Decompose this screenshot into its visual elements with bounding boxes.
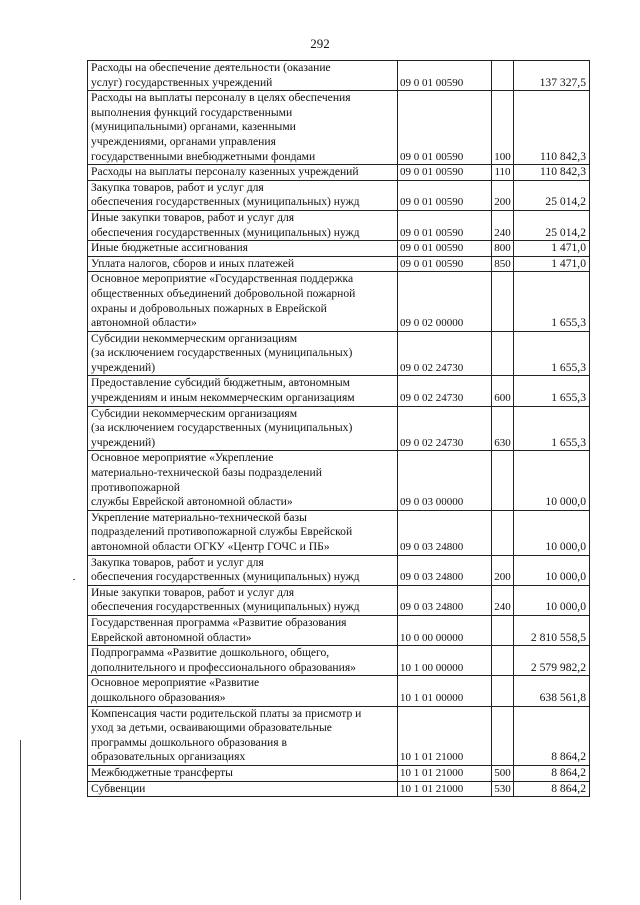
table-row [88, 781, 590, 797]
table-row [88, 61, 590, 91]
row-name-line: Основное мероприятие «Развитие [91, 676, 260, 690]
table-row [88, 451, 590, 510]
row-name-line: обеспечения государственных (муниципальных) нужд [91, 600, 360, 614]
table-row [88, 272, 590, 331]
row-sum: 1 655,3 [514, 376, 590, 406]
row-code: 10 1 01 21000 [398, 781, 492, 797]
row-name-line: Субсидии некоммерческим организациям [91, 331, 298, 345]
table-row [88, 510, 590, 555]
row-name-line: (за исключением государственных (муниципальных) [91, 346, 353, 360]
row-code: 09 0 02 24730 [398, 376, 492, 406]
row-name-line: Основное мероприятие «Укрепление [91, 451, 274, 465]
budget-table [87, 60, 590, 797]
row-sum: 2 810 558,5 [514, 615, 590, 645]
table-row [88, 765, 590, 781]
row-name [88, 765, 398, 781]
row-sum: 25 014,2 [514, 180, 590, 210]
row-name-line: Предоставление субсидий бюджетным, автономным [91, 376, 351, 390]
row-expense-type [492, 61, 514, 91]
row-code: 09 0 01 00590 [398, 165, 492, 181]
row-sum: 1 471,0 [514, 241, 590, 257]
row-name-line: (за исключением государственных (муниципальных) [91, 421, 353, 435]
row-code: 09 0 03 24800 [398, 555, 492, 585]
row-sum: 10 000,0 [514, 585, 590, 615]
row-expense-type [492, 451, 514, 510]
row-name-line: Уплата налогов, сборов и иных платежей [91, 256, 295, 270]
row-sum: 25 014,2 [514, 210, 590, 240]
row-code: 10 1 01 00000 [398, 676, 492, 706]
row-name-line: Государственная программа «Развитие образования [91, 615, 347, 629]
row-name-line: материально-технической базы подразделений противопожарной [91, 466, 322, 494]
table-row [88, 406, 590, 451]
row-sum: 110 842,3 [514, 165, 590, 181]
row-expense-type: 240 [492, 585, 514, 615]
row-sum: 8 864,2 [514, 706, 590, 765]
row-name-line: Закупка товаров, работ и услуг для [91, 555, 264, 569]
row-name-line: услуг) государственных учреждений [91, 75, 273, 89]
table-row [88, 165, 590, 181]
row-code: 09 0 03 24800 [398, 510, 492, 555]
row-code: 09 0 02 24730 [398, 331, 492, 376]
row-name [88, 376, 398, 406]
row-name-line: Расходы на выплаты персоналу в целях обеспечения [91, 91, 351, 105]
row-expense-type: 100 [492, 91, 514, 165]
row-name-line: Подпрограмма «Развитие дошкольного, общего, [91, 646, 330, 660]
row-name-line: (муниципальными) органами, казенными [91, 120, 296, 134]
row-name [88, 180, 398, 210]
row-name-line: Расходы на выплаты персоналу казенных учреждений [91, 165, 359, 179]
row-name-line: автономной области» [91, 316, 197, 330]
row-name [88, 646, 398, 676]
row-name-line: общественных объединений добровольной пожарной [91, 286, 356, 300]
row-code: 10 1 01 21000 [398, 765, 492, 781]
row-sum: 638 561,8 [514, 676, 590, 706]
row-name-line: обеспечения государственных (муниципальных) нужд [91, 225, 360, 239]
row-sum: 1 655,3 [514, 406, 590, 451]
row-sum: 10 000,0 [514, 510, 590, 555]
row-name-line: государственными внебюджетными фондами [91, 149, 316, 163]
row-code: 09 0 03 00000 [398, 451, 492, 510]
row-code: 09 0 01 00590 [398, 241, 492, 257]
row-sum: 8 864,2 [514, 781, 590, 797]
row-code: 10 1 01 21000 [398, 706, 492, 765]
row-sum: 10 000,0 [514, 555, 590, 585]
row-sum: 8 864,2 [514, 765, 590, 781]
table-row [88, 210, 590, 240]
row-expense-type: 200 [492, 555, 514, 585]
row-name [88, 615, 398, 645]
table-row [88, 376, 590, 406]
row-code: 09 0 02 24730 [398, 406, 492, 451]
row-name-line: Укрепление материально-технической базы [91, 510, 307, 524]
row-name-line: Иные бюджетные ассигнования [91, 241, 248, 255]
budget-table-body [88, 61, 590, 797]
row-name [88, 585, 398, 615]
row-sum: 1 471,0 [514, 256, 590, 272]
row-name-line: Межбюджетные трансферты [91, 765, 233, 779]
row-expense-type [492, 706, 514, 765]
row-code: 10 1 00 00000 [398, 646, 492, 676]
table-row [88, 555, 590, 585]
row-sum: 1 655,3 [514, 272, 590, 331]
row-expense-type [492, 272, 514, 331]
row-expense-type: 800 [492, 241, 514, 257]
row-expense-type: 240 [492, 210, 514, 240]
row-code: 09 0 03 24800 [398, 585, 492, 615]
row-name-line: учреждений) [91, 435, 156, 449]
row-name-line: Еврейской автономной области» [91, 630, 252, 644]
row-code: 09 0 01 00590 [398, 180, 492, 210]
row-code: 09 0 01 00590 [398, 91, 492, 165]
row-expense-type: 500 [492, 765, 514, 781]
row-expense-type: 110 [492, 165, 514, 181]
row-name [88, 331, 398, 376]
row-name-line: Расходы на обеспечение деятельности (оказание [91, 61, 331, 74]
row-name-line: обеспечения государственных (муниципальных) нужд [91, 570, 360, 584]
table-row [88, 615, 590, 645]
row-name-line: дошкольного образования» [91, 690, 226, 704]
row-name-line: Иные закупки товаров, работ и услуг для [91, 210, 295, 224]
row-expense-type: 530 [492, 781, 514, 797]
row-sum: 1 655,3 [514, 331, 590, 376]
row-name-line: выполнения функций государственными [91, 105, 293, 119]
row-expense-type [492, 615, 514, 645]
row-name-line: Компенсация части родительской платы за присмотр и [91, 706, 362, 720]
row-name-line: Субсидии некоммерческим организациям [91, 406, 298, 420]
row-name-line: дополнительного и профессионального образования» [91, 660, 356, 674]
row-expense-type: 600 [492, 376, 514, 406]
row-name [88, 165, 398, 181]
row-expense-type [492, 331, 514, 376]
row-name-line: образовательных организациях [91, 750, 246, 764]
margin-mark [73, 579, 75, 580]
row-name-line: Иные закупки товаров, работ и услуг для [91, 585, 295, 599]
row-name-line: охраны и добровольных пожарных в Еврейской [91, 301, 327, 315]
row-name [88, 210, 398, 240]
row-name [88, 555, 398, 585]
table-row [88, 646, 590, 676]
row-name-line: Основное мероприятие «Государственная поддержка [91, 272, 354, 286]
row-code: 09 0 01 00590 [398, 210, 492, 240]
row-name-line: учреждений) [91, 360, 156, 374]
row-name [88, 510, 398, 555]
row-code: 09 0 01 00590 [398, 61, 492, 91]
row-name-line: Субвенции [91, 781, 146, 795]
margin-line [20, 740, 21, 900]
row-sum: 10 000,0 [514, 451, 590, 510]
row-name [88, 451, 398, 510]
row-sum: 2 579 982,2 [514, 646, 590, 676]
row-name-line: автономной области ОГКУ «Центр ГОЧС и ПБ» [91, 540, 330, 553]
row-name-line: обеспечения государственных (муниципальных) нужд [91, 195, 360, 209]
table-row [88, 676, 590, 706]
row-code: 09 0 02 00000 [398, 272, 492, 331]
table-row [88, 706, 590, 765]
table-row [88, 585, 590, 615]
row-expense-type: 200 [492, 180, 514, 210]
page-number: 292 [310, 36, 330, 51]
row-name [88, 256, 398, 272]
row-name [88, 781, 398, 797]
row-code: 09 0 01 00590 [398, 256, 492, 272]
row-name [88, 272, 398, 331]
row-name-line: подразделений противопожарной службы Еврейской [91, 525, 353, 539]
row-sum: 110 842,3 [514, 91, 590, 165]
row-name-line: службы Еврейской автономной области» [91, 495, 293, 509]
row-name [88, 61, 398, 91]
table-row [88, 180, 590, 210]
row-name [88, 91, 398, 165]
row-expense-type [492, 676, 514, 706]
row-name-line: учреждениями, органами управления [91, 134, 276, 148]
row-name [88, 406, 398, 451]
row-name-line: учреждениям и иным некоммерческим организациям [91, 391, 355, 405]
table-row [88, 331, 590, 376]
row-name [88, 676, 398, 706]
row-name-line: Закупка товаров, работ и услуг для [91, 180, 264, 194]
row-code: 10 0 00 00000 [398, 615, 492, 645]
row-expense-type [492, 510, 514, 555]
row-expense-type [492, 646, 514, 676]
row-name [88, 706, 398, 765]
table-row [88, 241, 590, 257]
row-name [88, 241, 398, 257]
table-row [88, 256, 590, 272]
row-name-line: уход за детьми, осваивающими образовательные [91, 721, 332, 735]
row-expense-type: 850 [492, 256, 514, 272]
row-name-line: программы дошкольного образования в [91, 735, 287, 749]
row-expense-type: 630 [492, 406, 514, 451]
table-row [88, 91, 590, 165]
row-sum: 137 327,5 [514, 61, 590, 91]
